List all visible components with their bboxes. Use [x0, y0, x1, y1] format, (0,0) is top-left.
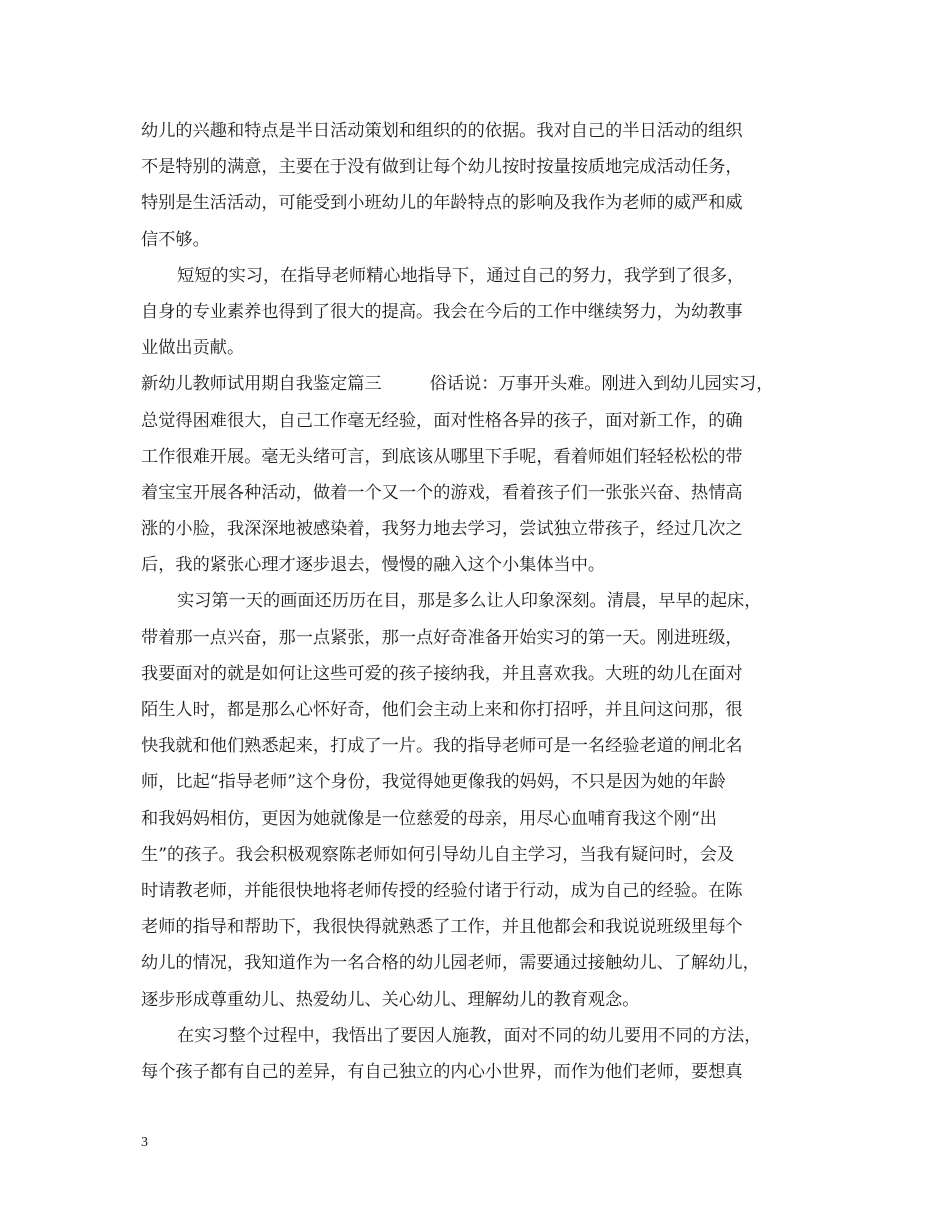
text-line: 特别是生活活动，可能受到小班幼儿的年龄特点的影响及我作为老师的威严和威: [141, 193, 743, 214]
text-line: 不是特别的满意，主要在于没有做到让每个幼儿按时按量按质地完成活动任务，: [141, 157, 743, 178]
text-line: 涨的小脸，我深深地被感染着，我努力地去学习，尝试独立带孩子，经过几次之: [141, 519, 743, 540]
paragraph-5: [141, 1018, 821, 1090]
text-line: 幼儿的兴趣和特点是半日活动策划和组织的的依据。我对自己的半日活动的组织: [141, 121, 743, 141]
text-line: 快我就和他们熟悉起来，打成了一片。我的指导老师可是一名经验老道的闸北名: [141, 736, 743, 757]
text-line: 师，比起“指导老师”这个身份，我觉得她更像我的妈妈，不只是因为她的年龄: [141, 772, 726, 793]
text-line: 生”的孩子。我会积极观察陈老师如何引导幼儿自主学习，当我有疑问时，会及: [141, 844, 735, 865]
text-line: 自身的专业素养也得到了很大的提高。我会在今后的工作中继续努力，为幼教事: [141, 301, 743, 322]
text-line: 总觉得困难很大，自己工作毫无经验，面对性格各异的孩子，面对新工作，的确: [141, 410, 743, 431]
text-line: 在实习整个过程中，我悟出了要因人施教，面对不同的幼儿要用不同的方法，: [177, 1025, 762, 1046]
text-line: 我要面对的就是如何让这些可爱的孩子接纳我，并且喜欢我。大班的幼儿在面对: [141, 663, 743, 684]
page-number: 3: [141, 1135, 148, 1150]
text-line: 工作很难开展。毫无头绪可言，到底该从哪里下手呢，看着师姐们轻轻松松的带: [141, 446, 743, 467]
text-line-rest: 俗话说：万事开头难。刚进入到幼儿园实习，: [429, 374, 774, 395]
text-line: 信不够。: [141, 229, 210, 250]
text-line: 和我妈妈相仿，更因为她就像是一位慈爱的母亲，用尽心血哺育我这个刚“出: [141, 808, 717, 829]
text-line: 陌生人时，都是那么心怀好奇，他们会主动上来和你打招呼，并且问这问那，很: [141, 700, 743, 720]
section-heading-line: [141, 366, 821, 402]
section-heading: 新幼儿教师试用期自我鉴定篇三: [141, 374, 382, 395]
text-line: 逐步形成尊重幼儿、热爱幼儿、关心幼儿、理解幼儿的教育观念。: [141, 989, 640, 1010]
text-line: 每个孩子都有自己的差异，有自己独立的内心小世界，而作为他们老师，要想真: [141, 1061, 743, 1082]
text-line: 着宝宝开展各种活动，做着一个又一个的游戏，看着孩子们一张张兴奋、热情高: [141, 482, 743, 503]
text-line: 短短的实习，在指导老师精心地指导下，通过自己的努力，我学到了很多，: [177, 265, 745, 286]
text-line: 时请教老师，并能很快地将老师传授的经验付诸于行动，成为自己的经验。在陈: [141, 880, 743, 901]
text-line: 幼儿的情况，我知道作为一名合格的幼儿园老师，需要通过接触幼儿、了解幼儿，: [141, 953, 760, 974]
text-line: 业做出贡献。: [141, 338, 245, 359]
text-line: 后，我的紧张心理才逐步退去，慢慢的融入这个小集体当中。: [141, 555, 606, 576]
text-line: 实习第一天的画面还历历在目，那是多么让人印象深刻。清晨，早早的起床，: [177, 591, 762, 612]
paragraph-1: [141, 113, 821, 258]
text-line: 带着那一点兴奋，那一点紧张，那一点好奇准备开始实习的第一天。刚进班级，: [141, 627, 743, 648]
paragraph-2: [141, 258, 821, 367]
document-body: [141, 113, 821, 1090]
paragraph-3: [141, 366, 821, 583]
text-line: 老师的指导和帮助下，我很快得就熟悉了工作，并且他都会和我说说班级里每个: [141, 917, 743, 938]
paragraph-4: [141, 583, 821, 1017]
